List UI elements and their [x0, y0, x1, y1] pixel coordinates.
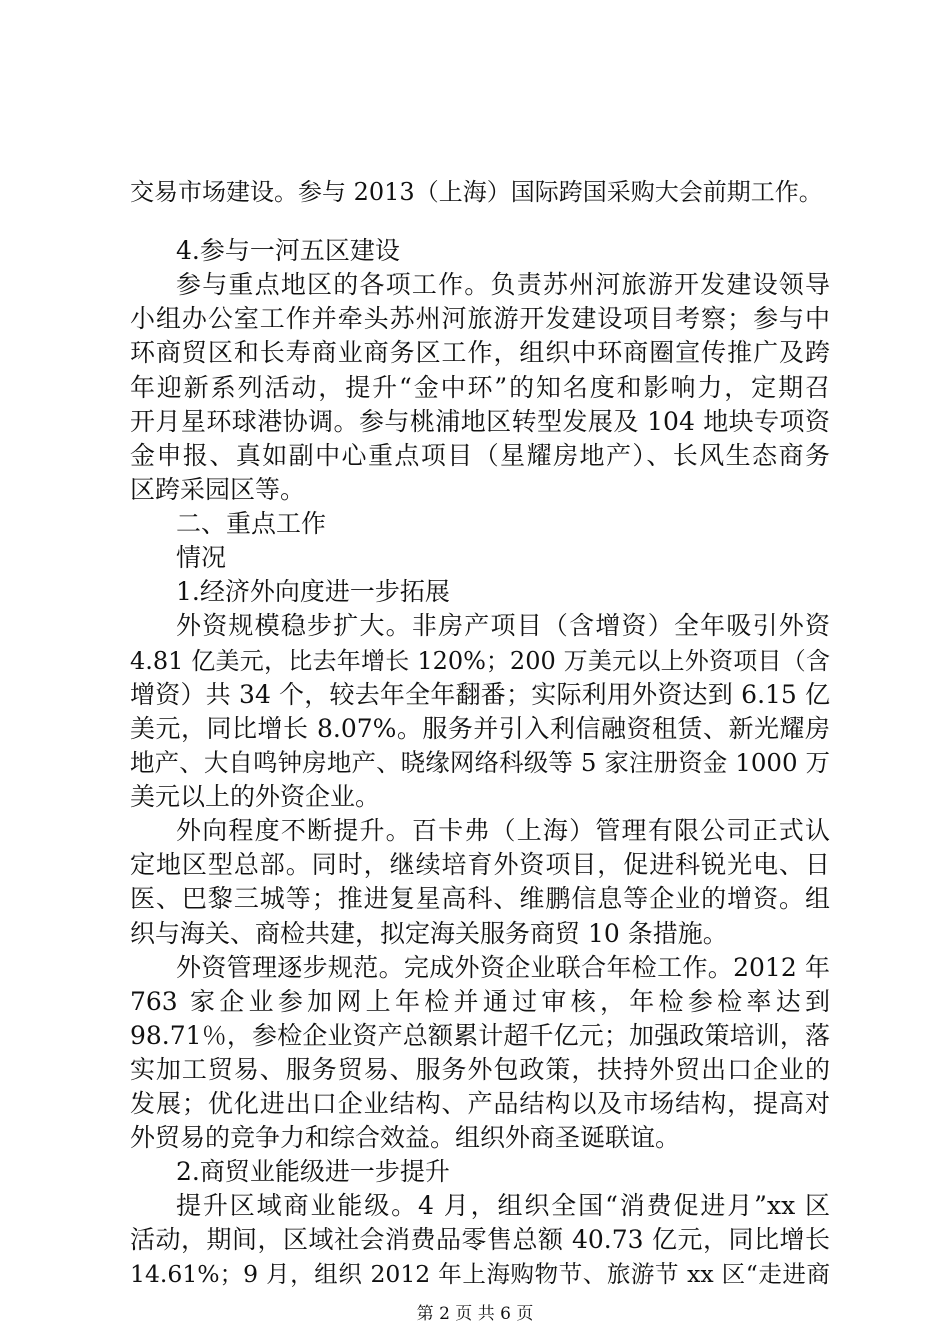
paragraph-first-line: 外资管理逐步规范。完成外资企业联合年检工作。2012 年 — [176, 953, 830, 982]
page-footer: 第 2 页 共 6 页 — [416, 1304, 534, 1324]
body-line: 织与海关、商检共建，拟定海关服务商贸 10 条措施。 — [130, 919, 728, 948]
body-line: 实加工贸易、服务贸易、服务外包政策，扶持外贸出口企业的 — [130, 1055, 830, 1084]
body-line: 小组办公室工作并牵头苏州河旅游开发建设项目考察；参与中 — [130, 304, 830, 333]
section-heading: 情况 — [176, 543, 227, 572]
body-line: 美元，同比增长 8.07%。服务并引入利信融资租赁、新光耀房 — [130, 714, 830, 743]
body-line: 增资）共 34 个，较去年全年翻番；实际利用外资达到 6.15 亿 — [130, 680, 830, 709]
body-line: 开月星环球港协调。参与桃浦地区转型发展及 104 地块专项资 — [130, 407, 830, 436]
body-line: 发展；优化进出口企业结构、产品结构以及市场结构，提高对 — [130, 1089, 830, 1118]
body-line: 763 家企业参加网上年检并通过审核，年检参检率达到 — [130, 987, 830, 1016]
paragraph-first-line: 外向程度不断提升。百卡弗（上海）管理有限公司正式认 — [176, 816, 830, 845]
subsection-heading: 2.商贸业能级进一步提升 — [176, 1157, 450, 1186]
subsection-heading: 1.经济外向度进一步拓展 — [176, 577, 450, 606]
body-line: 年迎新系列活动，提升“金中环”的知名度和影响力，定期召 — [130, 373, 830, 402]
body-line: 98.71％，参检企业资产总额累计超千亿元；加强政策培训，落 — [130, 1021, 830, 1050]
body-line: 地产、大自鸣钟房地产、晓缘网络科级等 5 家注册资金 1000 万 — [130, 748, 830, 777]
body-line: 外贸易的竞争力和综合效益。组织外商圣诞联谊。 — [130, 1123, 681, 1152]
body-line: 定地区型总部。同时，继续培育外资项目，促进科锐光电、日 — [130, 850, 830, 879]
paragraph-first-line: 提升区域商业能级。4 月，组织全国“消费促进月”xx 区 — [176, 1191, 830, 1220]
body-line: 4.81 亿美元，比去年增长 120%；200 万美元以上外资项目（含 — [130, 647, 830, 675]
body-line: 美元以上的外资企业。 — [130, 782, 381, 811]
body-line: 医、巴黎三城等；推进复星高科、维鹏信息等企业的增资。组 — [130, 884, 830, 913]
paragraph-first-line: 参与重点地区的各项工作。负责苏州河旅游开发建设领导 — [176, 270, 830, 299]
body-line: 14.61%；9 月，组织 2012 年上海购物节、旅游节 xx 区“走进商 — [130, 1260, 830, 1288]
body-line: 区跨采园区等。 — [130, 475, 306, 504]
body-line: 活动，期间，区域社会消费品零售总额 40.73 亿元，同比增长 — [130, 1225, 830, 1254]
body-line: 交易市场建设。参与 2013（上海）国际跨国采购大会前期工作。 — [130, 178, 823, 206]
section-heading: 4.参与一河五区建设 — [176, 236, 400, 265]
paragraph-first-line: 外资规模稳步扩大。非房产项目（含增资）全年吸引外资 — [176, 611, 830, 640]
body-line: 金申报、真如副中心重点项目（星耀房地产）、长风生态商务 — [130, 441, 830, 470]
body-line: 环商贸区和长寿商业商务区工作，组织中环商圈宣传推广及跨 — [130, 338, 830, 367]
section-heading: 二、重点工作 — [176, 509, 327, 538]
